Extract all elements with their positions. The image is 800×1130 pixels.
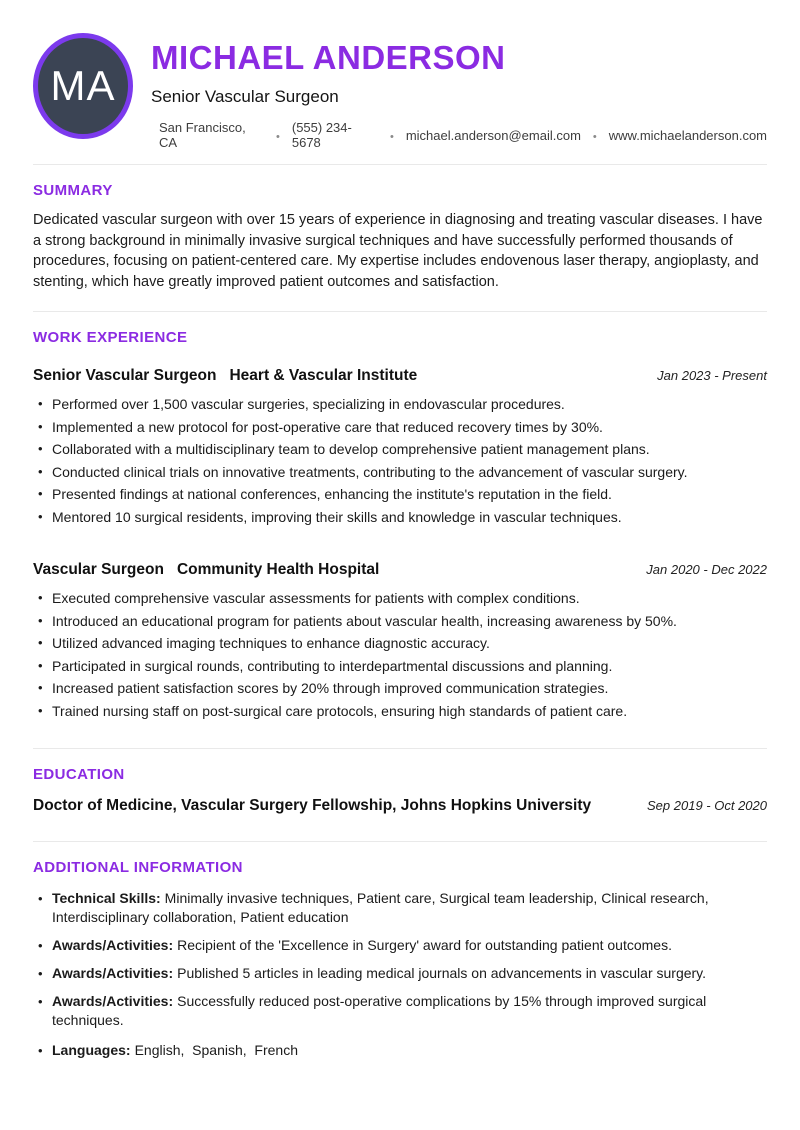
summary-section xyxy=(33,182,767,292)
avatar-initials: MA xyxy=(50,62,116,109)
section-divider xyxy=(33,311,767,312)
work-experience-section xyxy=(33,329,767,719)
job-bullet: • Collaborated with a multidisciplinary team to develop comprehensive patient management plans. xyxy=(33,441,767,457)
section-divider xyxy=(33,164,767,165)
item-label: Languages: xyxy=(52,1041,131,1058)
page-title: MICHAEL ANDERSON xyxy=(151,39,506,76)
item-label: Technical Skills: xyxy=(52,889,161,906)
job-dates: Jan 2023 - Present xyxy=(657,368,767,383)
contact-email: michael.anderson@email.com xyxy=(405,127,581,143)
item-text: English, Spanish, French xyxy=(134,1041,298,1058)
job-entry-header xyxy=(33,367,767,385)
additional-information-section xyxy=(33,859,767,1060)
bullet-separator-icon xyxy=(276,128,280,143)
avatar xyxy=(33,33,133,139)
item-label: Awards/Activities: xyxy=(52,964,174,981)
job-title: Senior Vascular Surgeon xyxy=(151,87,339,106)
education-section xyxy=(33,766,767,815)
item-text: Recipient of the 'Excellence in Surgery' award for outstanding patient outcomes. xyxy=(177,936,672,953)
job-bullet: • Executed comprehensive vascular assessments for patients with complex conditions. xyxy=(33,590,767,606)
job-bullet-list xyxy=(33,396,767,525)
item-text: Published 5 articles in leading medical journals on advancements in vascular surgery. xyxy=(177,964,707,981)
job-bullet: • Trained nursing staff on post-surgical care protocols, ensuring high standards of patient care. xyxy=(33,703,767,719)
job-bullet: • Introduced an educational program for patients about vascular health, increasing awareness by 50%. xyxy=(33,613,767,629)
job-dates: Jan 2020 - Dec 2022 xyxy=(646,562,767,577)
job-bullet: • Participated in surgical rounds, contributing to interdepartmental discussions and planning. xyxy=(33,658,767,674)
section-divider xyxy=(33,841,767,842)
job-bullet: • Implemented a new protocol for post-operative care that reduced recovery times by 30%. xyxy=(33,419,767,435)
job-title-company xyxy=(33,561,379,579)
job-bullet: • Conducted clinical trials on innovative treatments, contributing to the advancement of vascular surgery. xyxy=(33,464,767,480)
job-position: Senior Vascular Surgeon xyxy=(33,367,217,384)
job-entry xyxy=(33,367,767,525)
additional-info-item xyxy=(33,889,767,927)
summary-text: Dedicated vascular surgeon with over 15 years of experience in diagnosing and treating vascular diseases. I have a strong background in minimally invasive surgical techniques and have successfully performed thousands of procedures, focusing on patient-centered care. My expertise includes endovenous laser therapy, angioplasty, and stenting, which have greatly improved patient outcomes and satisfaction. xyxy=(33,212,763,290)
job-title-company xyxy=(33,367,417,385)
contact-row xyxy=(159,120,767,150)
job-bullet: • Increased patient satisfaction scores by 20% through improved communication strategies. xyxy=(33,680,767,696)
additional-info-list xyxy=(33,889,767,1060)
contact-website: www.michaelanderson.com xyxy=(608,127,767,143)
bullet-separator-icon xyxy=(593,128,597,143)
additional-information-heading: ADDITIONAL INFORMATION xyxy=(33,858,243,876)
job-bullet: • Mentored 10 surgical residents, improving their skills and knowledge in vascular techniques. xyxy=(33,509,767,525)
job-company: Heart & Vascular Institute xyxy=(229,367,418,384)
job-company: Community Health Hospital xyxy=(176,561,380,578)
job-bullet: • Presented findings at national conferences, enhancing the institute's reputation in the field. xyxy=(33,486,767,502)
contact-location: San Francisco, CA xyxy=(159,120,246,150)
job-bullet-list xyxy=(33,590,767,719)
job-bullet: • Performed over 1,500 vascular surgeries, specializing in endovascular procedures. xyxy=(33,396,767,412)
additional-info-item xyxy=(33,992,767,1030)
item-label: Awards/Activities: xyxy=(52,992,174,1009)
job-entry-header xyxy=(33,561,767,579)
education-dates: Sep 2019 - Oct 2020 xyxy=(647,797,767,813)
job-position: Vascular Surgeon xyxy=(33,561,164,578)
job-bullet: • Utilized advanced imaging techniques to enhance diagnostic accuracy. xyxy=(33,635,767,651)
item-text: Minimally invasive techniques, Patient care, Surgical team leadership, Clinical research, Interdisciplinary collaboration, Patient education xyxy=(52,889,713,925)
education-degree: Doctor of Medicine, Vascular Surgery Fellowship, Johns Hopkins University xyxy=(33,796,592,814)
item-label: Awards/Activities: xyxy=(52,936,174,953)
contact-phone: (555) 234-5678 xyxy=(291,120,352,150)
section-divider xyxy=(33,748,767,749)
job-entry xyxy=(33,561,767,719)
education-heading: EDUCATION xyxy=(33,765,125,783)
bullet-separator-icon xyxy=(390,128,394,143)
additional-info-item xyxy=(33,1041,767,1060)
work-experience-heading: WORK EXPERIENCE xyxy=(33,329,188,346)
additional-info-item xyxy=(33,936,767,955)
resume-header xyxy=(33,33,767,150)
item-text: Successfully reduced post-operative complications by 15% through improved surgical techniques. xyxy=(52,992,711,1028)
header-text xyxy=(151,33,767,150)
education-entry xyxy=(33,797,767,815)
summary-heading: SUMMARY xyxy=(33,182,113,199)
additional-info-item xyxy=(33,964,767,983)
